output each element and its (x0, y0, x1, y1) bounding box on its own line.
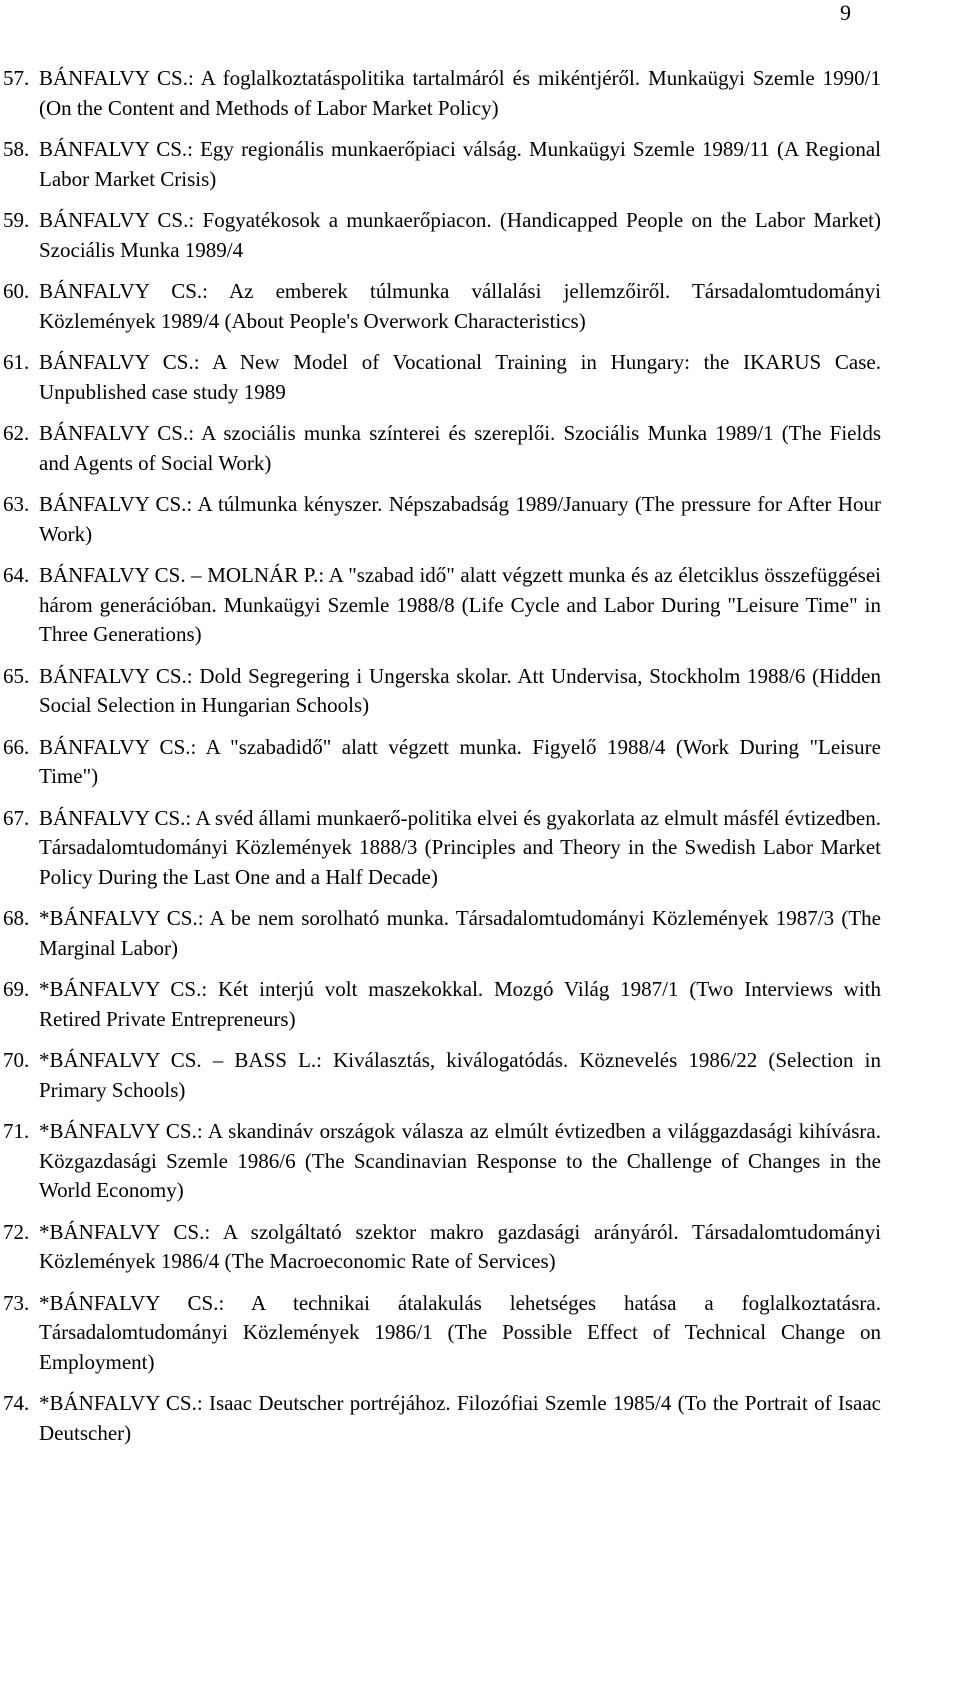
reference-item (3, 662, 881, 721)
reference-text: BÁNFALVY CS.: A New Model of Vocational Training in Hungary: the IKARUS Case. Unpublished case study 1989 (39, 350, 881, 404)
reference-text: BÁNFALVY CS.: Dold Segregering i Ungerska skolar. Att Undervisa, Stockholm 1988/6 (Hidden Social Selection in Hungarian Schools) (39, 663, 881, 717)
reference-number: 73. (3, 1290, 30, 1315)
reference-text: BÁNFALVY CS.: A svéd állami munkaerő-politika elvei és gyakorlata az elmult másfél évtizedben. Társadalomtudományi Közlemények 1888/3 (Principles and Theory in the Swedish Labor Market Policy During the Last One and a Half Decade) (39, 805, 881, 889)
reference-number: 72. (3, 1219, 30, 1244)
reference-number: 70. (3, 1048, 30, 1072)
reference-item (3, 419, 881, 478)
reference-text: BÁNFALVY CS.: A szociális munka színterei és szereplői. Szociális Munka 1989/1 (The Fields and Agents of Social Work) (39, 421, 881, 475)
reference-number: 60. (3, 279, 30, 303)
reference-text: *BÁNFALVY CS. – BASS L.: Kiválasztás, kiválogatódás. Köznevelés 1986/22 (Selection in Primary Schools) (39, 1048, 881, 1102)
reference-item (3, 1117, 881, 1206)
reference-item (3, 975, 881, 1034)
reference-number: 74. (3, 1391, 30, 1415)
reference-number: 59. (3, 208, 30, 232)
reference-text: BÁNFALVY CS. – MOLNÁR P.: A "szabad idő" alatt végzett munka és az életciklus összefüggései három generációban. Munkaügyi Szemle 1988/8 (Life Cycle and Labor During "Leisure Time" in Three Generations) (39, 563, 881, 646)
reference-text: BÁNFALVY CS.: A túlmunka kényszer. Népszabadság 1989/January (The pressure for After Hour Work) (39, 492, 881, 546)
reference-item (3, 206, 881, 265)
reference-item (3, 904, 881, 963)
reference-list (0, 64, 960, 1460)
reference-text: *BÁNFALVY CS.: A skandináv országok válasza az elmúlt évtizedben a világgazdasági kihívásra. Közgazdasági Szemle 1986/6 (The Scandinavian Response to the Challenge of Changes in the World Economy) (39, 1119, 881, 1202)
reference-text: BÁNFALVY CS.: A "szabadidő" alatt végzett munka. Figyelő 1988/4 (Work During "Leisure Time") (39, 734, 881, 788)
reference-item (3, 135, 881, 194)
reference-item (3, 1218, 881, 1277)
reference-number: 57. (3, 66, 30, 90)
reference-text: *BÁNFALVY CS.: A szolgáltató szektor makro gazdasági arányáról. Társadalomtudományi Közlemények 1986/4 (The Macroeconomic Rate of Services) (39, 1219, 881, 1273)
reference-number: 68. (3, 906, 30, 930)
reference-text: *BÁNFALVY CS.: Két interjú volt maszekokkal. Mozgó Világ 1987/1 (Two Interviews with Retired Private Entrepreneurs) (39, 977, 881, 1031)
reference-number: 62. (3, 421, 30, 445)
reference-number: 64. (3, 563, 30, 587)
reference-number: 69. (3, 977, 30, 1001)
reference-number: 71. (3, 1119, 30, 1143)
reference-item (3, 733, 881, 792)
reference-text: *BÁNFALVY CS.: Isaac Deutscher portréjához. Filozófiai Szemle 1985/4 (To the Portrait of Isaac Deutscher) (39, 1391, 881, 1445)
reference-item (3, 64, 881, 123)
reference-item (3, 1389, 881, 1448)
reference-item (3, 348, 881, 407)
reference-text: *BÁNFALVY CS.: A technikai átalakulás lehetséges hatása a foglalkoztatásra. Társadalomtudományi Közlemények 1986/1 (The Possible Effect of Technical Change on Employment) (39, 1290, 881, 1374)
reference-number: 66. (3, 734, 30, 759)
reference-item (3, 1046, 881, 1105)
reference-item (3, 490, 881, 549)
reference-number: 58. (3, 137, 30, 161)
reference-number: 61. (3, 350, 30, 374)
reference-number: 63. (3, 492, 30, 516)
reference-text: BÁNFALVY CS.: A foglalkoztatáspolitika tartalmáról és mikéntjéről. Munkaügyi Szemle 1990/1 (On the Content and Methods of Labor Market Policy) (39, 66, 881, 120)
reference-number: 65. (3, 663, 30, 688)
reference-text: BÁNFALVY CS.: Fogyatékosok a munkaerőpiacon. (Handicapped People on the Labor Market) Szociális Munka 1989/4 (39, 208, 881, 262)
reference-text: BÁNFALVY CS.: Egy regionális munkaerőpiaci válság. Munkaügyi Szemle 1989/11 (A Regional Labor Market Crisis) (39, 137, 881, 191)
page-number: 9 (840, 0, 851, 25)
reference-number: 67. (3, 805, 30, 830)
reference-item (3, 277, 881, 336)
reference-item (3, 804, 881, 893)
reference-text: BÁNFALVY CS.: Az emberek túlmunka vállalási jellemzőiről. Társadalomtudományi Közlemények 1989/4 (About People's Overwork Characteristics) (39, 279, 881, 333)
reference-item (3, 561, 881, 650)
reference-item (3, 1289, 881, 1378)
reference-text: *BÁNFALVY CS.: A be nem sorolható munka. Társadalomtudományi Közlemények 1987/3 (The Marginal Labor) (39, 906, 881, 960)
